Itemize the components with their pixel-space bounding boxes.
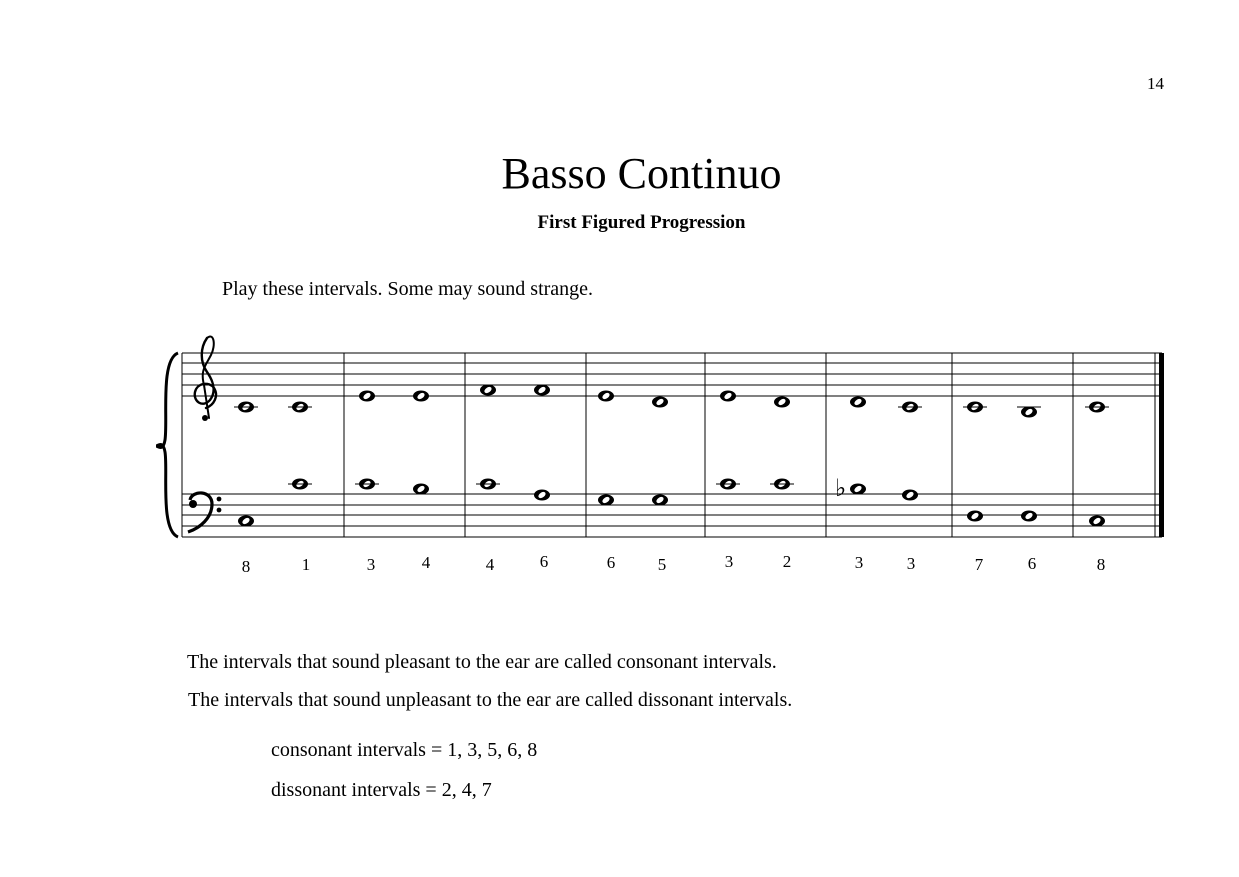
flat-accidental: ♭ — [835, 474, 847, 502]
whole-note — [1089, 516, 1105, 527]
figure-number: 4 — [485, 555, 495, 574]
whole-note — [902, 490, 918, 501]
whole-note — [1017, 407, 1041, 418]
figure-number: 6 — [1027, 554, 1037, 573]
whole-note — [770, 479, 794, 490]
whole-note — [413, 484, 429, 495]
whole-note — [1021, 511, 1037, 522]
figure-number: 3 — [724, 552, 734, 571]
whole-note — [534, 385, 550, 396]
whole-note — [238, 516, 254, 527]
whole-note — [720, 391, 736, 402]
figure-number: 8 — [1096, 555, 1106, 574]
barlines — [182, 353, 1155, 537]
bass-notes — [238, 479, 1105, 527]
bass-staff — [182, 494, 1162, 537]
whole-note — [716, 479, 740, 490]
whole-note — [1085, 402, 1109, 413]
figure-number: 5 — [657, 555, 667, 574]
dissonant-list: dissonant intervals = 2, 4, 7 — [271, 779, 492, 801]
whole-note — [850, 397, 866, 408]
whole-note — [234, 402, 258, 413]
dissonant-definition: The intervals that sound unpleasant to the ear are called dissonant intervals. — [188, 689, 793, 711]
figure-number: 4 — [421, 553, 431, 572]
whole-note — [480, 385, 496, 396]
figure-number: 8 — [241, 557, 251, 576]
whole-note — [534, 490, 550, 501]
whole-note — [652, 495, 668, 506]
whole-note — [355, 479, 379, 490]
figure-number: 6 — [539, 552, 549, 571]
whole-note — [652, 397, 668, 408]
page-number: 14 — [1147, 74, 1164, 93]
instruction-text: Play these intervals. Some may sound strange. — [222, 278, 594, 300]
whole-note — [288, 402, 312, 413]
treble-notes — [234, 385, 1109, 418]
whole-note — [774, 397, 790, 408]
page-title: Basso Continuo — [501, 149, 782, 198]
whole-note — [963, 402, 987, 413]
whole-note — [476, 479, 500, 490]
figured-bass — [242, 552, 1106, 576]
figure-number: 1 — [301, 555, 311, 574]
system-brace — [156, 353, 178, 537]
whole-note — [850, 484, 866, 495]
figure-number: 3 — [366, 555, 376, 574]
figure-number: 3 — [854, 553, 864, 572]
treble-staff — [182, 353, 1162, 396]
figure-number: 3 — [906, 554, 916, 573]
whole-note — [898, 402, 922, 413]
whole-note — [598, 495, 614, 506]
consonant-definition: The intervals that sound pleasant to the ear are called consonant intervals. — [187, 651, 777, 673]
figure-number: 6 — [606, 553, 616, 572]
page-subtitle: First Figured Progression — [537, 212, 746, 233]
whole-note — [598, 391, 614, 402]
whole-note — [413, 391, 429, 402]
figure-number: 2 — [782, 552, 792, 571]
whole-note — [359, 391, 375, 402]
figure-number: 7 — [974, 555, 984, 574]
final-barline — [1159, 353, 1164, 537]
whole-note — [288, 479, 312, 490]
treble-clef — [195, 336, 216, 421]
consonant-list: consonant intervals = 1, 3, 5, 6, 8 — [271, 739, 538, 761]
whole-note — [967, 511, 983, 522]
